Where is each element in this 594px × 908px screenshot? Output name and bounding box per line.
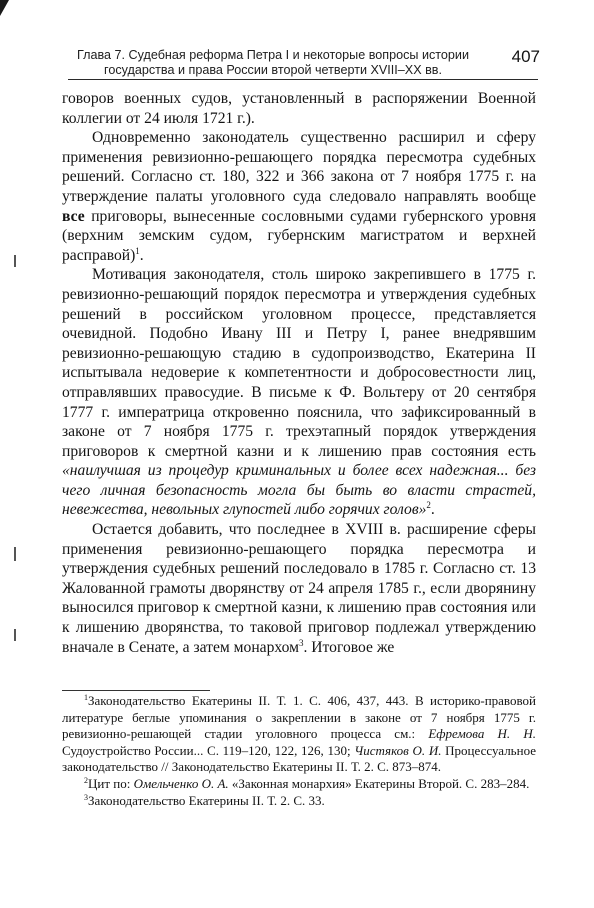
chapter-title <box>68 48 478 78</box>
footnote-2-text-b: «Законная монархия» Екатерины Второй. С. 283–284. <box>228 775 530 791</box>
footnote-3 <box>62 793 536 810</box>
page-number: 407 <box>511 47 540 66</box>
footnote-2-number: 2 <box>84 775 88 785</box>
paragraph-3-end: . <box>430 501 435 519</box>
main-text <box>62 89 536 657</box>
voltaire-quote: «наилучшая из процедур криминальных и более всех надежная... без чего личная безопасность могла бы быть во власти страстей, невежества, невольных глупостей либо горячих голов» <box>62 462 536 519</box>
header-rule <box>68 79 538 80</box>
paragraph-2-text-a: Одновременно законодатель существенно расширил и сферу применения ревизионно-решающего порядка пересмотра судебных решений. Согласно ст. 180, 322 и 366 закона от 7 ноября 1775 г. на утверждение палаты уголовного суда следовало направлять вообще <box>62 129 536 205</box>
paragraph-4-text: Остается добавить, что последнее в XVIII в. расширение сферы применения ревизионно-решающего порядка пересмотра и утверждения судебных решений последовало в 1785 г. Согласно ст. 13 Жалованной грамоты дворянству от 24 апреля 1785 г., если дворянину выносился приговор к смертной казни, к лишению прав состояния или к лишению дворянства, то таковой приговор подлежал утверждению вначале в Сенате, а затем монархом <box>62 521 536 656</box>
scan-margin-mark <box>14 547 16 561</box>
chapter-title-line2: государства и права России второй четверти XVIII–XX вв. <box>104 63 442 77</box>
footnote-ref-1[interactable]: 1 <box>135 245 140 256</box>
paragraph-2-end: . <box>139 246 144 264</box>
paragraph-2-text-b: приговоры, вынесенные сословными судами губернского уровня (верхним земским судом, губернским магистратом и верхней расправой) <box>62 207 536 264</box>
footnote-3-text: Законодательство Екатерины II. Т. 2. С. 33. <box>88 792 325 808</box>
scan-margin-mark <box>14 255 16 267</box>
footnote-1-text-a: Законодательство Екатерины II. Т. 1. С. 406, 437, 443. В историко-правовой литературе беглые упоминания о закреплении в законе от 7 ноября 1775 г. ревизионно-решающей стадии уголовного процесса см.: <box>62 693 536 742</box>
footnote-3-number: 3 <box>84 792 88 802</box>
footnote-2 <box>62 776 536 793</box>
emphasis-all: все <box>62 207 85 225</box>
paragraph-4-end: . Итоговое же <box>303 638 395 656</box>
footnote-2-author: Омельченко О. А. <box>133 775 229 791</box>
footnote-1-text-b: Судоустройство России... С. 119–120, 122, 126, 130; <box>62 742 355 758</box>
footnote-1-author-2: Чистяков О. И. <box>354 742 442 758</box>
footnote-1-author-1: Ефремова Н. Н. <box>428 726 536 742</box>
scan-margin-mark <box>14 629 16 641</box>
paragraph-4 <box>62 520 536 657</box>
footnote-ref-2[interactable]: 2 <box>426 500 431 511</box>
footnote-ref-3[interactable]: 3 <box>298 637 304 648</box>
footnote-1-text-c: Процессуальное законодательство // Законодательство Екатерины II. Т. 2. С. 873–874. <box>62 742 536 775</box>
running-header <box>68 46 538 86</box>
scan-corner-mark <box>0 0 9 16</box>
footnotes <box>62 693 536 809</box>
footnote-1 <box>62 693 536 776</box>
chapter-title-line1: Глава 7. Судебная реформа Петра I и некоторые вопросы истории <box>77 48 469 62</box>
footnote-1-number: 1 <box>84 693 88 702</box>
footnote-separator <box>62 690 210 691</box>
paragraph-3 <box>62 265 536 520</box>
paragraph-2 <box>62 128 536 265</box>
paragraph-1: говоров военных судов, установленный в распоряжении Военной коллегии от 24 июля 1721 г.). <box>62 90 536 127</box>
paragraph-3-text: Мотивация законодателя, столь широко закрепившего в 1775 г. ревизионно-решающий порядок пересмотра и утверждения судебных решений в российском уголовном процессе, представляется очевидной. Подобно Ивану III и Петру I, ранее внедрявшим ревизионно-решающую стадию в судопроизводство, Екатерина II испытывала недоверие к компетентности и добросовестности лиц, отправлявших правосудие. В письме к Ф. Вольтеру от 20 сентября 1777 г. императрица откровенно пояснила, что зафиксированный в законе от 7 ноября 1775 г. трехэтапный порядок утверждения приговоров к смертной казни и к лишению прав состояния есть <box>62 266 536 460</box>
footnote-2-text-a: Цит по: <box>88 775 134 791</box>
